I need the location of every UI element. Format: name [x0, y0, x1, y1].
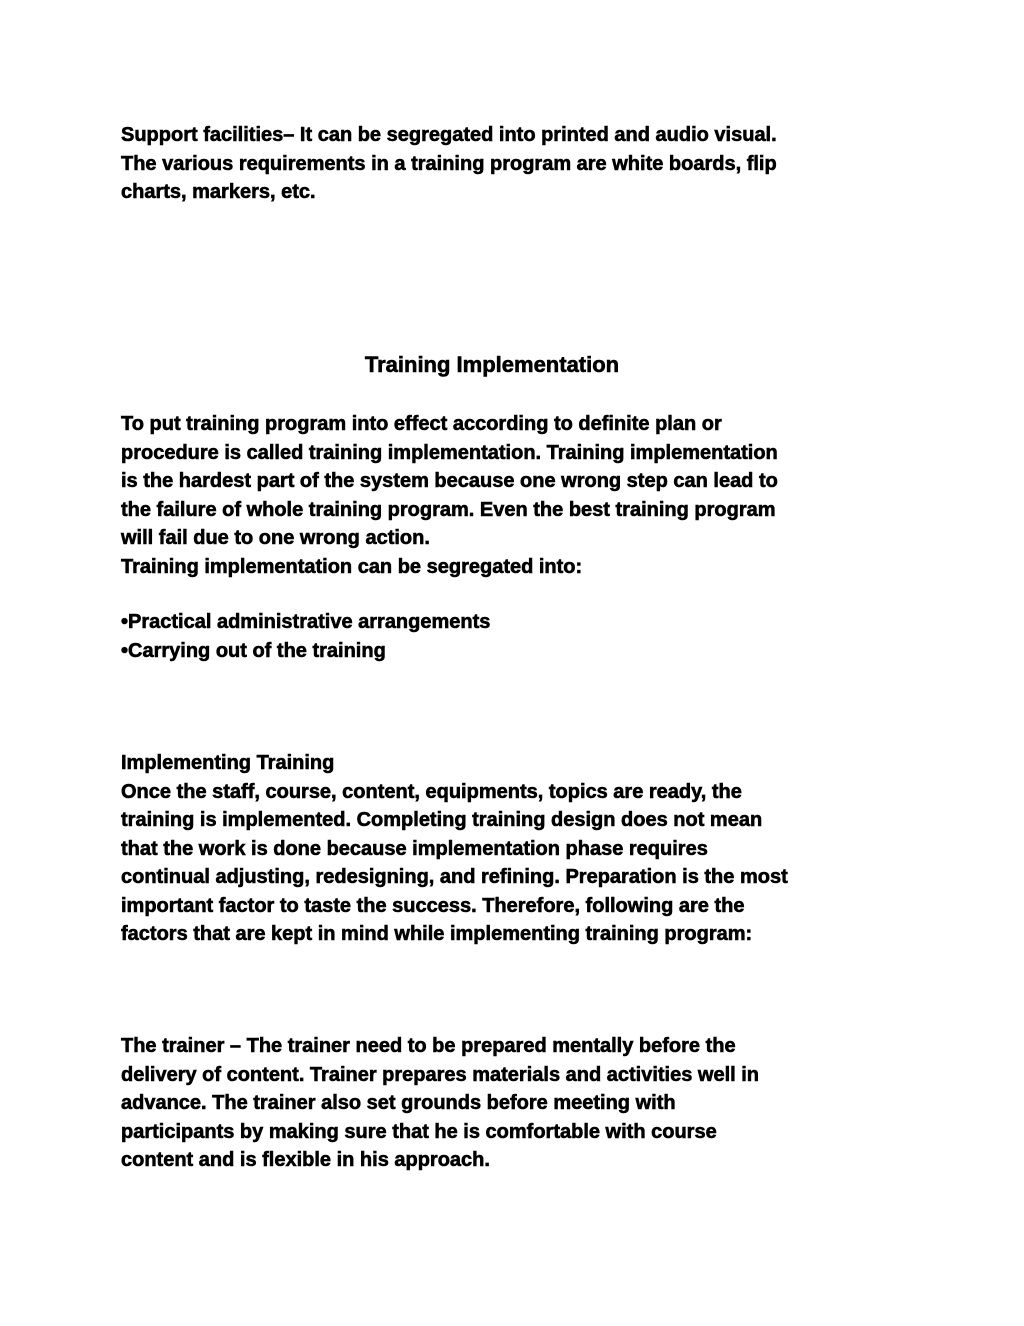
- text-line: The trainer – The trainer need to be prepared mentally before the: [121, 1035, 736, 1057]
- text-line: will fail due to one wrong action.: [121, 527, 430, 549]
- text-line: procedure is called training implementation. Training implementation: [121, 441, 778, 464]
- text-line: participants by making sure that he is comfortable with course: [121, 1120, 717, 1143]
- implementation-bullet-list: [121, 608, 911, 665]
- text-line: Training implementation can be segregated into:: [121, 555, 583, 578]
- text-line: The various requirements in a training program are white boards, flip: [121, 152, 777, 175]
- trainer-paragraph: [121, 1032, 911, 1175]
- text-line: delivery of content. Trainer prepares materials and activities well in: [121, 1063, 760, 1086]
- list-item: • Carrying out of the training: [121, 637, 911, 666]
- implementing-training-section: [121, 749, 911, 949]
- text-line: factors that are kept in mind while implementing training program:: [121, 923, 753, 945]
- text-line: charts, markers, etc.: [121, 181, 316, 203]
- text-line: training is implemented. Completing training design does not mean: [121, 809, 763, 831]
- text-line: important factor to taste the success. Therefore, following are the: [121, 894, 745, 917]
- text-line: that the work is done because implementation phase requires: [121, 837, 708, 860]
- text-line: continual adjusting, redesigning, and refining. Preparation is the most: [121, 866, 788, 888]
- text-line: Once the staff, course, content, equipments, topics are ready, the: [121, 780, 742, 803]
- list-item: • Practical administrative arrangements: [121, 608, 911, 637]
- text-line: is the hardest part of the system because one wrong step can lead to: [121, 470, 778, 492]
- text-line: Support facilities– It can be segregated into printed and audio visual.: [121, 124, 777, 146]
- section-heading: Implementing Training: [121, 752, 335, 774]
- section-title: Training Implementation: [364, 352, 620, 377]
- support-facilities-paragraph: [121, 121, 911, 207]
- text-line: the failure of whole training program. Even the best training program: [121, 498, 776, 521]
- text-line: content and is flexible in his approach.: [121, 1149, 490, 1171]
- text-line: advance. The trainer also set grounds before meeting with: [121, 1092, 676, 1114]
- implementation-paragraph: [121, 410, 911, 581]
- text-line: To put training program into effect according to definite plan or: [121, 413, 722, 435]
